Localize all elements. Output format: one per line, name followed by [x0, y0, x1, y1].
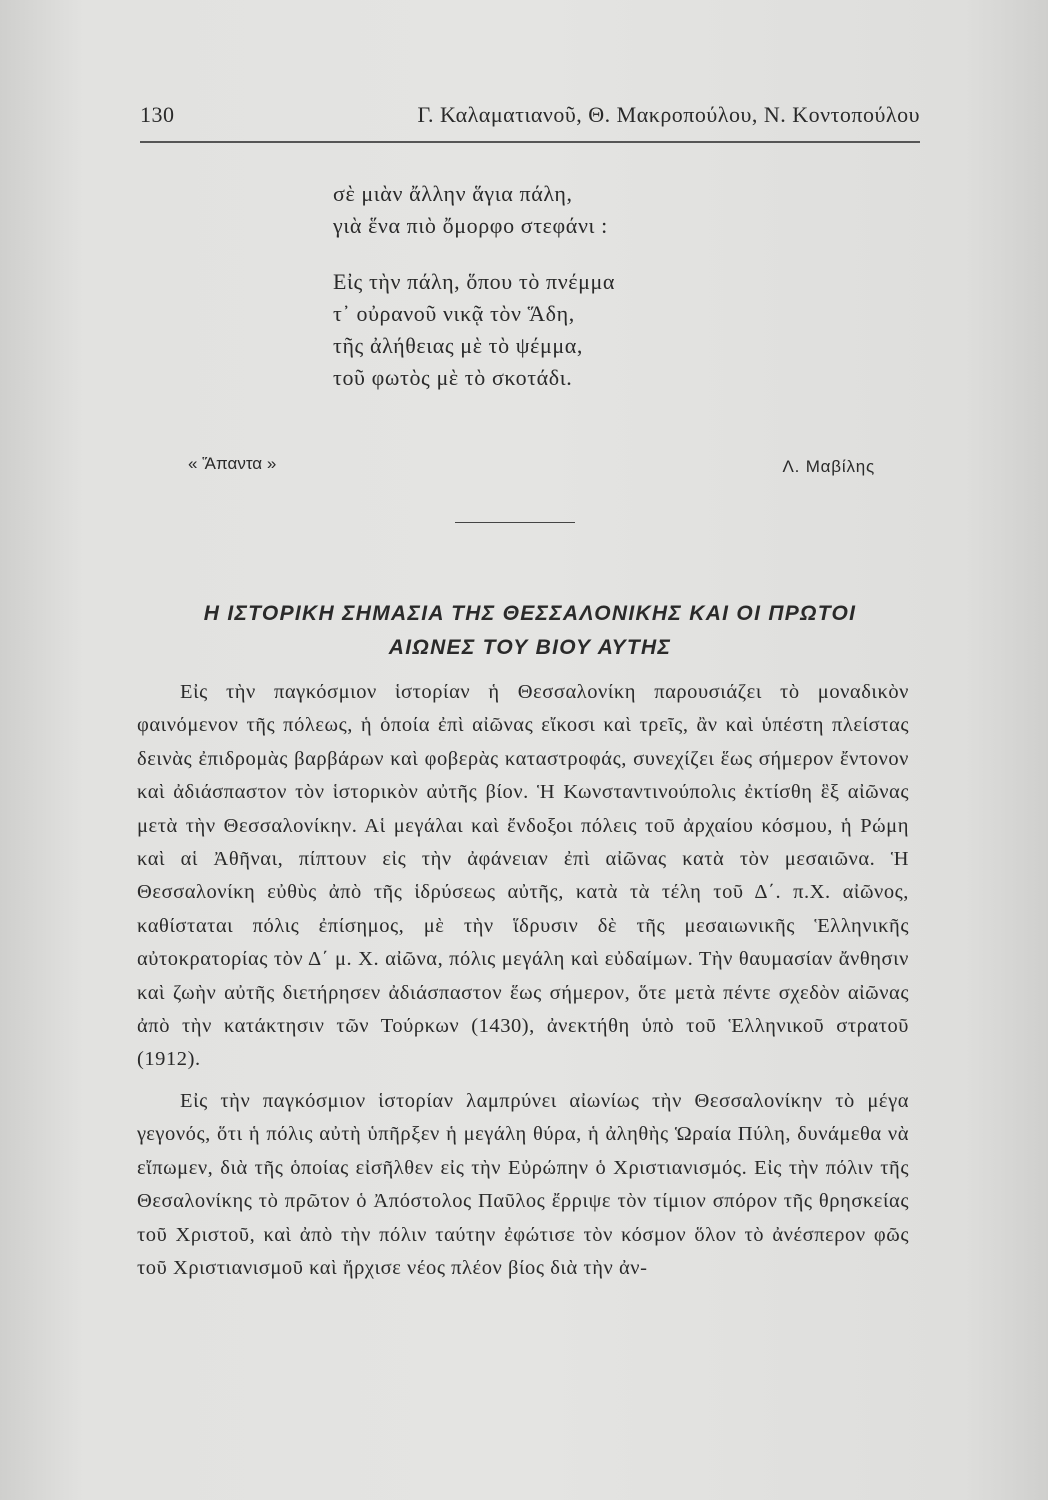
- article-title: [140, 597, 920, 665]
- poem-line: τοῦ φωτὸς μὲ τὸ σκοτάδι.: [333, 365, 573, 390]
- poem-excerpt: [333, 178, 615, 418]
- body-paragraph: Εἰς τὴν παγκόσμιον ἱστορίαν ἡ Θεσσαλονίκη παρουσιάζει τὸ μοναδικὸν φαινόμενον τῆς πόλεως, ἡ ὁποία ἐπὶ αἰῶνας εἴκοσι καὶ τρεῖς, ἂν καὶ ὑπέστη πλείστας δεινὰς ἐπιδρομὰς βαρβάρων καὶ φοβερὰς καταστροφάς, συνεχίζει ἕως σήμερον ἔντονον καὶ ἀδιάσπαστον τὸν ἱστορικὸν αὐτῆς βίον. Ἡ Κωνσταντινούπολις ἐκτίσθη ἓξ αἰῶνας μετὰ τὴν Θεσσαλονίκην. Αἱ μεγάλαι καὶ ἔνδοξοι πόλεις τοῦ ἀρχαίου κόσμου, ἡ Ρώμη καὶ αἱ Ἀθῆναι, πίπτουν εἰς τὴν ἀφάνειαν ἐπὶ αἰῶνας κατὰ τὸν μεσαιῶνα. Ἡ Θεσσαλονίκη εὐθὺς ἀπὸ τῆς ἱδρύσεως αὐτῆς, κατὰ τὰ τέλη τοῦ Δ΄. π.Χ. αἰῶνος, καθίσταται πόλις ἐπίσημος, μὲ τὴν ἵδρυσιν δὲ τῆς μεσαιωνικῆς Ἑλληνικῆς αὐτοκρατορίας τὸν Δ΄ μ. Χ. αἰῶνα, πόλις μεγάλη καὶ εὐδαίμων. Τὴν θαυμασίαν ἄνθησιν καὶ ζωὴν αὐτῆς διετήρησεν ἀδιάσπαστον ἕως σήμερον, ὅτε μετὰ πέντε σχεδὸν αἰῶνας ἀπὸ τὴν κατάκτησιν τῶν Τούρκων (1430), ἀνεκτήθη ὑπὸ τοῦ Ἑλληνικοῦ στρατοῦ (1912).: [137, 681, 909, 1071]
- poem-author: Λ. Μαβίλης: [782, 457, 875, 476]
- article-title-line: ΑΙΩΝΕΣ ΤΟΥ ΒΙΟΥ ΑΥΤΗΣ: [388, 636, 672, 659]
- poem-line: τ᾽ οὐρανοῦ νικᾷ τὸν Ἅδη,: [333, 301, 575, 326]
- page-number: 130: [140, 102, 175, 127]
- article-body: [137, 676, 909, 1285]
- page-header: [140, 102, 920, 132]
- poem-line: Εἰς τὴν πάλη, ὅπου τὸ πνέμμα: [333, 269, 616, 294]
- poem-line: γιὰ ἕνα πιὸ ὄμορφο στεφάνι :: [333, 213, 608, 238]
- header-rule: [140, 141, 920, 143]
- poem-line: τῆς ἀλήθειας μὲ τὸ ψέμμα,: [333, 333, 583, 358]
- section-divider: [455, 522, 575, 523]
- poem-stanza: [333, 266, 615, 394]
- body-paragraph: Εἰς τὴν παγκόσμιον ἱστορίαν λαμπρύνει αἰωνίως τὴν Θεσσαλονίκην τὸ μέγα γεγονός, ὅτι ἡ πόλις αὐτὴ ὑπῆρξεν ἡ μεγάλη θύρα, ἡ ἀληθὴς Ὡραία Πύλη, δυνάμεθα νὰ εἴπωμεν, διὰ τῆς ὁποίας εἰσῆλθεν εἰς τὴν Εὐρώπην ὁ Χριστιανισμός. Εἰς τὴν πόλιν τῆς Θεσαλονίκης τὸ πρῶτον ὁ Ἀπόστολος Παῦλος ἔρριψε τὸν τίμιον σπόρον τῆς θρησκείας τοῦ Χριστοῦ, καὶ ἀπὸ τὴν πόλιν ταύτην ἐφώτισε τὸν κόσμον ὅλον τὸ ἀνέσπερον φῶς τοῦ Χριστιανισμοῦ καὶ ἤρχισε νέος πλέον βίος διὰ τὴν ἀν-: [137, 1089, 909, 1279]
- poem-source: « Ἅπαντα »: [188, 454, 277, 473]
- poem-stanza: [333, 178, 615, 242]
- article-title-line: Η ΙΣΤΟΡΙΚΗ ΣΗΜΑΣΙΑ ΤΗΣ ΘΕΣΣΑΛΟΝΙΚΗΣ ΚΑΙ ΟΙ ΠΡΩΤΟΙ: [203, 602, 857, 625]
- running-head: Γ. Καλαματιανοῦ, Θ. Μακροπούλου, Ν. Κοντοπούλου: [417, 102, 920, 127]
- poem-line: σὲ μιὰν ἄλλην ἅγια πάλη,: [333, 181, 573, 206]
